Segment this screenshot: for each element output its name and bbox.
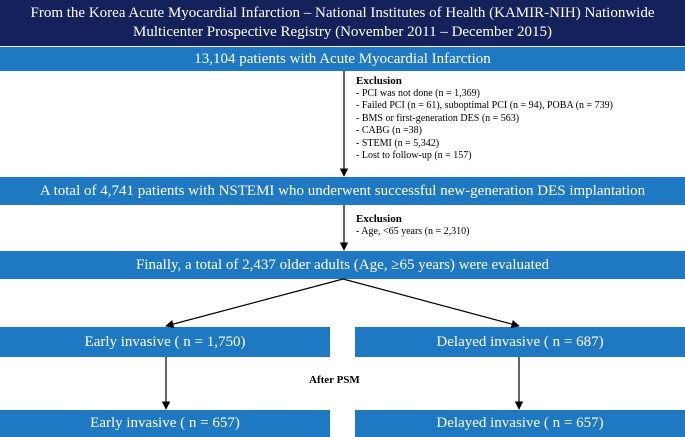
- after-psm-label: After PSM: [309, 374, 360, 386]
- older-adults-box: Finally, a total of 2,437 older adults (Age, ≥65 years) were evaluated: [0, 251, 685, 279]
- exclusion-item: - PCI was not done (n = 1,369): [356, 88, 480, 99]
- exclusion-item: - CABG (n =38): [356, 125, 422, 137]
- exclusion-title-2: Exclusion: [356, 213, 402, 225]
- total-patients-box: 13,104 patients with Acute Myocardial Infarction: [0, 47, 685, 71]
- registry-header-line2: Multicenter Prospective Registry (November 2011 – December 2015): [133, 24, 552, 40]
- delayed-invasive-after-box: Delayed invasive ( n = 657): [355, 410, 685, 437]
- nstemi-patients-box: A total of 4,741 patients with NSTEMI who underwent successful new-generation DES implantation: [0, 177, 685, 205]
- early-invasive-before-box: Early invasive ( n = 1,750): [0, 327, 330, 357]
- exclusion-title-1: Exclusion: [356, 75, 402, 87]
- exclusion-item: - STEMI (n = 5,342): [356, 137, 440, 149]
- delayed-invasive-before-box: Delayed invasive ( n = 687): [355, 327, 685, 357]
- arrow-older-to-early: [166, 279, 343, 326]
- exclusion-item: - BMS or first-generation DES (n = 563): [356, 112, 520, 124]
- exclusion-item: - Lost to follow-up (n = 157): [356, 150, 472, 162]
- exclusion-item: - Failed PCI (n = 61), suboptimal PCI (n = 94), POBA (n = 739): [356, 100, 613, 112]
- early-invasive-after-box: Early invasive ( n = 657): [0, 410, 330, 437]
- registry-header-line1: From the Korea Acute Myocardial Infarction – National Institutes of Health (KAMIR-NIH) Nationwide: [30, 5, 655, 21]
- arrow-older-to-delayed: [343, 279, 519, 326]
- exclusion-item: - Age, <65 years (n = 2,310): [356, 226, 470, 237]
